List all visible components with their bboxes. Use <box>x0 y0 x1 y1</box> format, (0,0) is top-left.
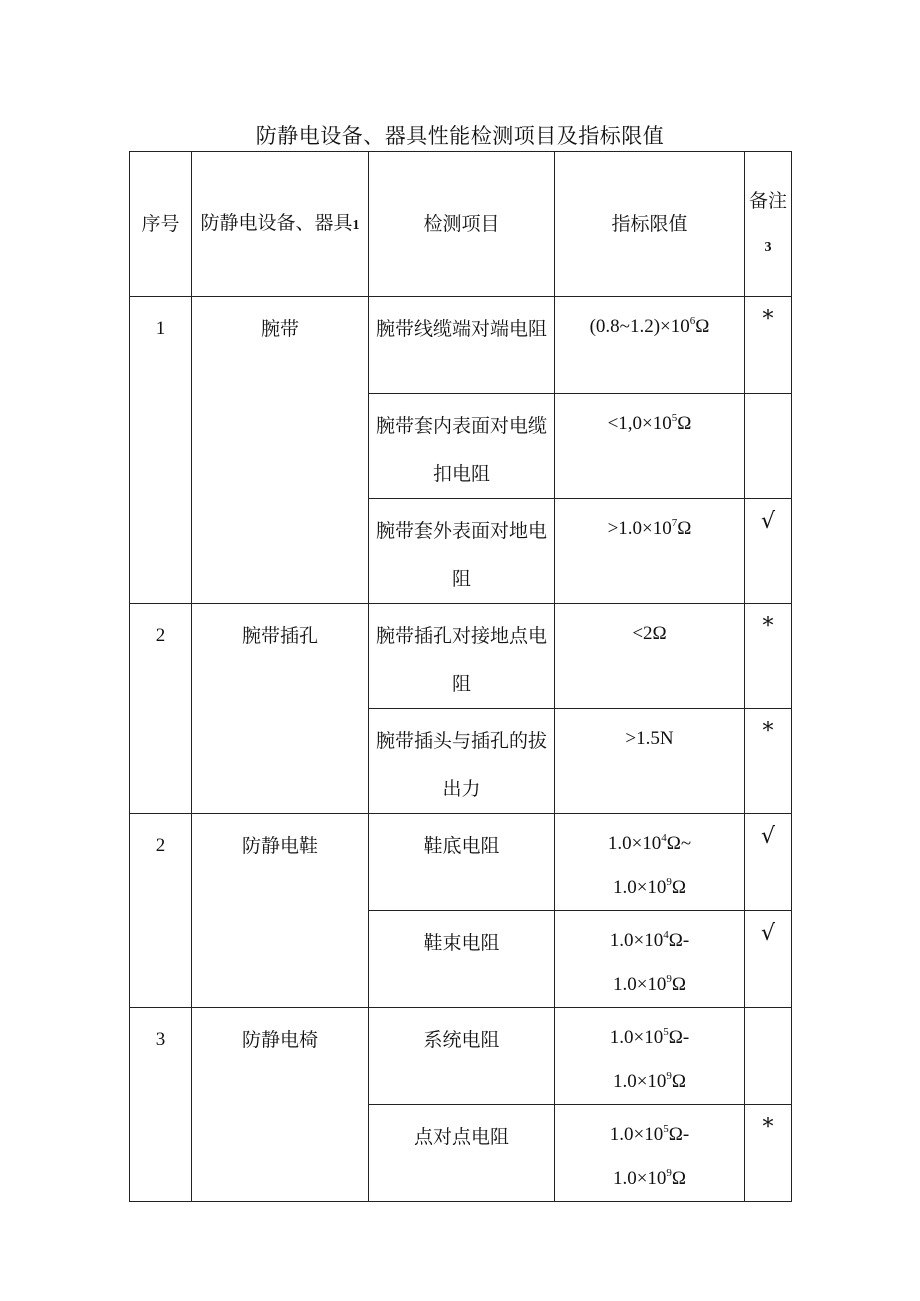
cell-item: 腕带线缆端对端电阻 <box>369 297 555 394</box>
limit-exponent: 5 <box>663 1025 669 1038</box>
remark-mark <box>751 402 785 404</box>
limit-exponent: 5 <box>671 411 678 424</box>
cell-remark <box>745 394 792 499</box>
remark-mark: √ <box>760 509 776 534</box>
cell-item: 腕带插头与插孔的拔出力 <box>369 709 555 814</box>
limit-exponent: 4 <box>661 831 667 844</box>
limit-unit: Ω <box>695 316 710 337</box>
limit-text: <1,0×10 <box>607 413 672 434</box>
cell-remark <box>745 1105 792 1202</box>
remark-mark: * <box>762 307 774 332</box>
cell-item: 点对点电阻 <box>369 1105 555 1202</box>
cell-device: 防静电椅 <box>192 1008 369 1202</box>
cell-remark <box>745 297 792 394</box>
remark-mark: * <box>762 719 774 744</box>
limit-line <box>561 963 738 1007</box>
limit-unit: Ω- <box>668 1124 690 1145</box>
limit-unit: Ω <box>671 1168 687 1189</box>
header-device-note: 1 <box>352 217 360 233</box>
limit-text: <2Ω <box>632 623 667 644</box>
limit-line <box>561 507 738 551</box>
limit-text: 1.0×10 <box>609 1027 664 1048</box>
inspection-table <box>129 151 792 1202</box>
limit-unit: Ω~ <box>666 833 692 854</box>
limit-text: 1.0×10 <box>612 1071 667 1092</box>
limit-text: (0.8~1.2)×10 <box>589 316 690 337</box>
header-limit: 指标限值 <box>555 152 745 297</box>
limit-line <box>561 822 738 866</box>
cell-limit <box>555 499 745 604</box>
limit-text: 1.0×10 <box>612 877 667 898</box>
cell-item: 腕带套外表面对地电阻 <box>369 499 555 604</box>
limit-unit: Ω <box>671 1071 687 1092</box>
cell-limit <box>555 911 745 1008</box>
limit-unit: Ω <box>671 877 687 898</box>
cell-limit <box>555 709 745 814</box>
limit-exponent: 9 <box>666 875 672 888</box>
cell-seq: 2 <box>130 604 192 814</box>
remark-mark: * <box>762 614 774 639</box>
limit-line <box>561 1016 738 1060</box>
limit-text: 1.0×10 <box>609 1124 664 1145</box>
limit-line <box>561 919 738 963</box>
table-row <box>130 1008 792 1105</box>
cell-device: 腕带 <box>192 297 369 604</box>
cell-limit <box>555 604 745 709</box>
header-remark-note: 3 <box>764 239 772 255</box>
limit-exponent: 4 <box>663 928 669 941</box>
cell-remark <box>745 1008 792 1105</box>
cell-limit <box>555 814 745 911</box>
limit-exponent: 7 <box>671 516 678 529</box>
limit-text: 1.0×10 <box>609 930 664 951</box>
cell-device: 腕带插孔 <box>192 604 369 814</box>
limit-line <box>561 1060 738 1104</box>
cell-limit <box>555 1105 745 1202</box>
cell-remark <box>745 911 792 1008</box>
cell-remark <box>745 814 792 911</box>
limit-text: >1.0×10 <box>607 518 672 539</box>
header-seq: 序号 <box>130 152 192 297</box>
cell-limit <box>555 394 745 499</box>
limit-text: 1.0×10 <box>607 833 662 854</box>
cell-item: 系统电阻 <box>369 1008 555 1105</box>
limit-line <box>561 866 738 910</box>
table-row <box>130 814 792 911</box>
cell-item: 腕带插孔对接地点电阻 <box>369 604 555 709</box>
limit-unit: Ω- <box>668 930 690 951</box>
cell-seq: 3 <box>130 1008 192 1202</box>
cell-limit <box>555 1008 745 1105</box>
cell-remark <box>745 499 792 604</box>
remark-mark: √ <box>760 921 776 946</box>
limit-text: 1.0×10 <box>612 974 667 995</box>
limit-exponent: 9 <box>666 1069 672 1082</box>
limit-text: 1.0×10 <box>612 1168 667 1189</box>
limit-unit: Ω <box>677 413 692 434</box>
table-title: 防静电设备、器具性能检测项目及指标限值 <box>255 124 665 148</box>
cell-remark <box>745 709 792 814</box>
limit-line <box>561 402 738 446</box>
limit-exponent: 9 <box>666 972 672 985</box>
limit-unit: Ω- <box>668 1027 690 1048</box>
remark-mark: * <box>762 1115 774 1140</box>
limit-line <box>561 612 738 656</box>
cell-device: 防静电鞋 <box>192 814 369 1008</box>
cell-item: 鞋束电阻 <box>369 911 555 1008</box>
limit-unit: Ω <box>677 518 692 539</box>
table-row <box>130 604 792 709</box>
limit-line <box>561 717 738 761</box>
header-remark: 备注3 <box>745 152 792 297</box>
limit-exponent: 9 <box>666 1166 672 1179</box>
header-item: 检测项目 <box>369 152 555 297</box>
limit-line <box>561 305 738 349</box>
cell-seq: 1 <box>130 297 192 604</box>
limit-text: >1.5N <box>625 728 674 749</box>
limit-line <box>561 1113 738 1157</box>
limit-exponent: 5 <box>663 1122 669 1135</box>
remark-mark: √ <box>760 824 776 849</box>
limit-exponent: 6 <box>689 314 696 327</box>
cell-limit <box>555 297 745 394</box>
limit-line <box>561 1157 738 1201</box>
cell-remark <box>745 604 792 709</box>
cell-seq: 2 <box>130 814 192 1008</box>
cell-item: 腕带套内表面对电缆扣电阻 <box>369 394 555 499</box>
remark-mark <box>751 1016 785 1018</box>
table-row <box>130 297 792 394</box>
header-device: 防静电设备、器具1 <box>192 152 369 297</box>
limit-unit: Ω <box>671 974 687 995</box>
table-header-row <box>130 152 792 297</box>
cell-item: 鞋底电阻 <box>369 814 555 911</box>
